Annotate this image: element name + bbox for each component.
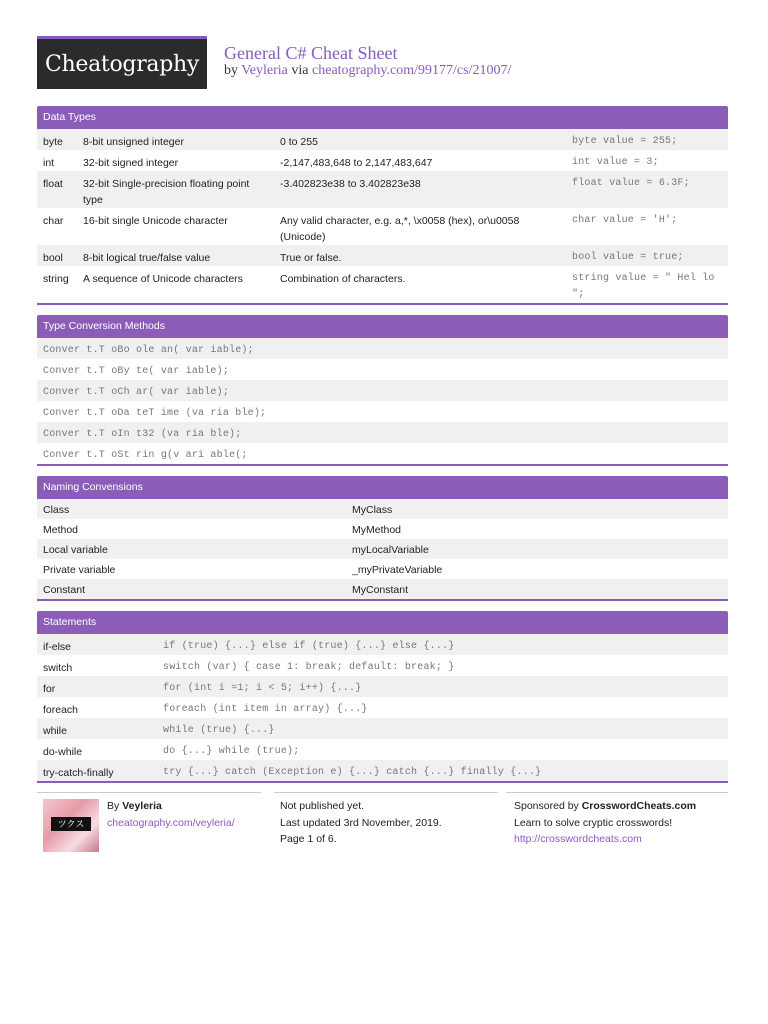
section-type-conversion xyxy=(37,315,728,466)
statement-code: for (int i =1; i < 5; i++) {...} xyxy=(163,683,362,694)
statement-name: if-else xyxy=(43,641,72,653)
section-header: Type Conversion Methods xyxy=(37,315,728,338)
naming-example: MyConstant xyxy=(352,584,409,596)
list-item xyxy=(37,359,728,380)
table-row xyxy=(37,150,728,171)
naming-kind: Local variable xyxy=(43,544,108,556)
statement-name: foreach xyxy=(43,704,79,716)
type-desc: A sequence of Unicode characters xyxy=(83,273,243,285)
naming-kind: Class xyxy=(43,504,70,516)
table-row xyxy=(37,739,728,760)
section-data-types xyxy=(37,106,728,305)
statement-name: try-catch-finally xyxy=(43,767,114,779)
table-row xyxy=(37,129,728,150)
table-row xyxy=(37,171,728,208)
publish-status: Not published yet. xyxy=(280,800,365,812)
table-row xyxy=(37,697,728,718)
last-updated: Last updated 3rd November, 2019. xyxy=(280,817,442,829)
statement-code: do {...} while (true); xyxy=(163,746,300,757)
type-name: string xyxy=(43,273,69,285)
footer-author xyxy=(107,798,162,814)
list-item xyxy=(37,338,728,359)
conversion-code: Conver t.T oIn t32 (va ria ble); xyxy=(43,429,242,440)
conversion-code: Conver t.T oBo ole an( var iable); xyxy=(43,345,254,356)
naming-example: MyClass xyxy=(352,504,393,516)
table-row xyxy=(37,245,728,266)
type-desc: 8-bit unsigned integer xyxy=(83,136,184,148)
table-row xyxy=(37,519,728,539)
type-example: byte value = 255; xyxy=(572,136,678,147)
statement-code: try {...} catch (Exception e) {...} catch {...} finally {...} xyxy=(163,767,542,778)
section-header: Data Types xyxy=(37,106,728,129)
conversion-code: Conver t.T oCh ar( var iable); xyxy=(43,387,230,398)
table-row xyxy=(37,718,728,739)
type-range: Any valid character, e.g. a,*, \x0058 (hex), or\u0058 xyxy=(280,215,520,227)
statement-code: switch (var) { case 1: break; default: break; } xyxy=(163,662,455,673)
statement-name: for xyxy=(43,683,56,695)
type-example: char value = 'H'; xyxy=(572,215,678,226)
sponsor-name[interactable]: CrosswordCheats.com xyxy=(581,800,697,812)
footer-divider xyxy=(274,792,498,793)
list-item xyxy=(37,380,728,401)
type-desc-cont: type xyxy=(83,194,103,206)
section-header: Naming Convensions xyxy=(37,476,728,499)
author-link[interactable]: Veyleria xyxy=(241,63,288,78)
type-range: 0 to 255 xyxy=(280,136,318,148)
author-avatar[interactable] xyxy=(43,799,99,852)
by-prefix: by xyxy=(224,63,238,78)
type-desc: 32-bit signed integer xyxy=(83,157,179,169)
table-row xyxy=(37,208,728,245)
naming-kind: Private variable xyxy=(43,564,116,576)
list-item xyxy=(37,401,728,422)
table-row xyxy=(37,539,728,559)
table-row xyxy=(37,634,728,655)
author-url-link[interactable]: cheatography.com/veyleria/ xyxy=(107,817,235,829)
avatar-caption: ツクス xyxy=(51,817,91,831)
naming-example: _myPrivateVariable xyxy=(352,564,443,576)
by-label: By xyxy=(107,800,120,812)
cheatography-logo[interactable] xyxy=(37,36,207,89)
naming-kind: Constant xyxy=(43,584,86,596)
section-naming xyxy=(37,476,728,601)
sponsor-label: Sponsored by xyxy=(514,800,579,812)
list-item xyxy=(37,443,728,464)
table-row xyxy=(37,499,728,519)
sponsor-url-link[interactable]: http://crosswordcheats.com xyxy=(514,833,642,845)
page-number: Page 1 of 6. xyxy=(280,833,337,845)
type-desc: 16-bit single Unicode character xyxy=(83,215,228,227)
type-desc: 8-bit logical true/false value xyxy=(83,252,211,264)
table-row xyxy=(37,760,728,781)
statement-code: if (true) {...} else if (true) {...} else {...} xyxy=(163,641,455,652)
sponsor-tagline: Learn to solve cryptic crosswords! xyxy=(514,817,673,829)
type-name: bool xyxy=(43,252,63,264)
section-statements xyxy=(37,611,728,783)
conversion-code: Conver t.T oDa teT ime (va ria ble); xyxy=(43,408,267,419)
naming-example: myLocalVariable xyxy=(352,544,429,556)
statement-name: while xyxy=(43,725,67,737)
footer-divider xyxy=(37,792,261,793)
byline xyxy=(224,63,511,79)
table-row xyxy=(37,676,728,697)
naming-kind: Method xyxy=(43,524,79,536)
conversion-code: Conver t.T oSt rin g(v ari able(; xyxy=(43,450,248,461)
sponsor-url[interactable] xyxy=(514,831,642,847)
conversion-code: Conver t.T oBy te( var iable); xyxy=(43,366,230,377)
type-example: int value = 3; xyxy=(572,157,659,168)
type-range: -2,147,483,648 to 2,147,483,647 xyxy=(280,157,433,169)
page-title: General C# Cheat Sheet xyxy=(224,43,398,63)
type-desc: 32-bit Single-precision floating point xyxy=(83,178,250,190)
statement-name: do-while xyxy=(43,746,83,758)
statement-code: while (true) {...} xyxy=(163,725,275,736)
type-range: True or false. xyxy=(280,252,342,264)
type-name: float xyxy=(43,178,63,190)
type-example-cont: "; xyxy=(572,289,585,300)
table-row xyxy=(37,655,728,676)
table-row xyxy=(37,266,728,303)
type-range: -3.402823e38 to 3.402823e38 xyxy=(280,178,421,190)
via-text: via xyxy=(291,63,309,78)
list-item xyxy=(37,422,728,443)
footer-author-name[interactable]: Veyleria xyxy=(122,800,162,812)
type-name: int xyxy=(43,157,55,169)
statement-code: foreach (int item in array) {...} xyxy=(163,704,368,715)
type-example: float value = 6.3F; xyxy=(572,178,690,189)
type-name: char xyxy=(43,215,64,227)
type-range: Combination of characters. xyxy=(280,273,406,285)
type-name: byte xyxy=(43,136,63,148)
sheet-url-link[interactable]: cheatography.com/99177/cs/21007/ xyxy=(312,63,512,78)
table-row xyxy=(37,559,728,579)
footer-author-url[interactable] xyxy=(107,815,235,831)
statement-name: switch xyxy=(43,662,73,674)
sponsor-line xyxy=(514,798,696,814)
footer-divider xyxy=(506,792,728,793)
section-header: Statements xyxy=(37,611,728,634)
logo-text: Cheatography xyxy=(44,51,200,77)
type-range-cont: (Unicode) xyxy=(280,231,326,243)
naming-example: MyMethod xyxy=(352,524,402,536)
table-row xyxy=(37,579,728,599)
type-example: bool value = true; xyxy=(572,252,684,263)
type-example: string value = " Hel lo xyxy=(572,273,715,284)
